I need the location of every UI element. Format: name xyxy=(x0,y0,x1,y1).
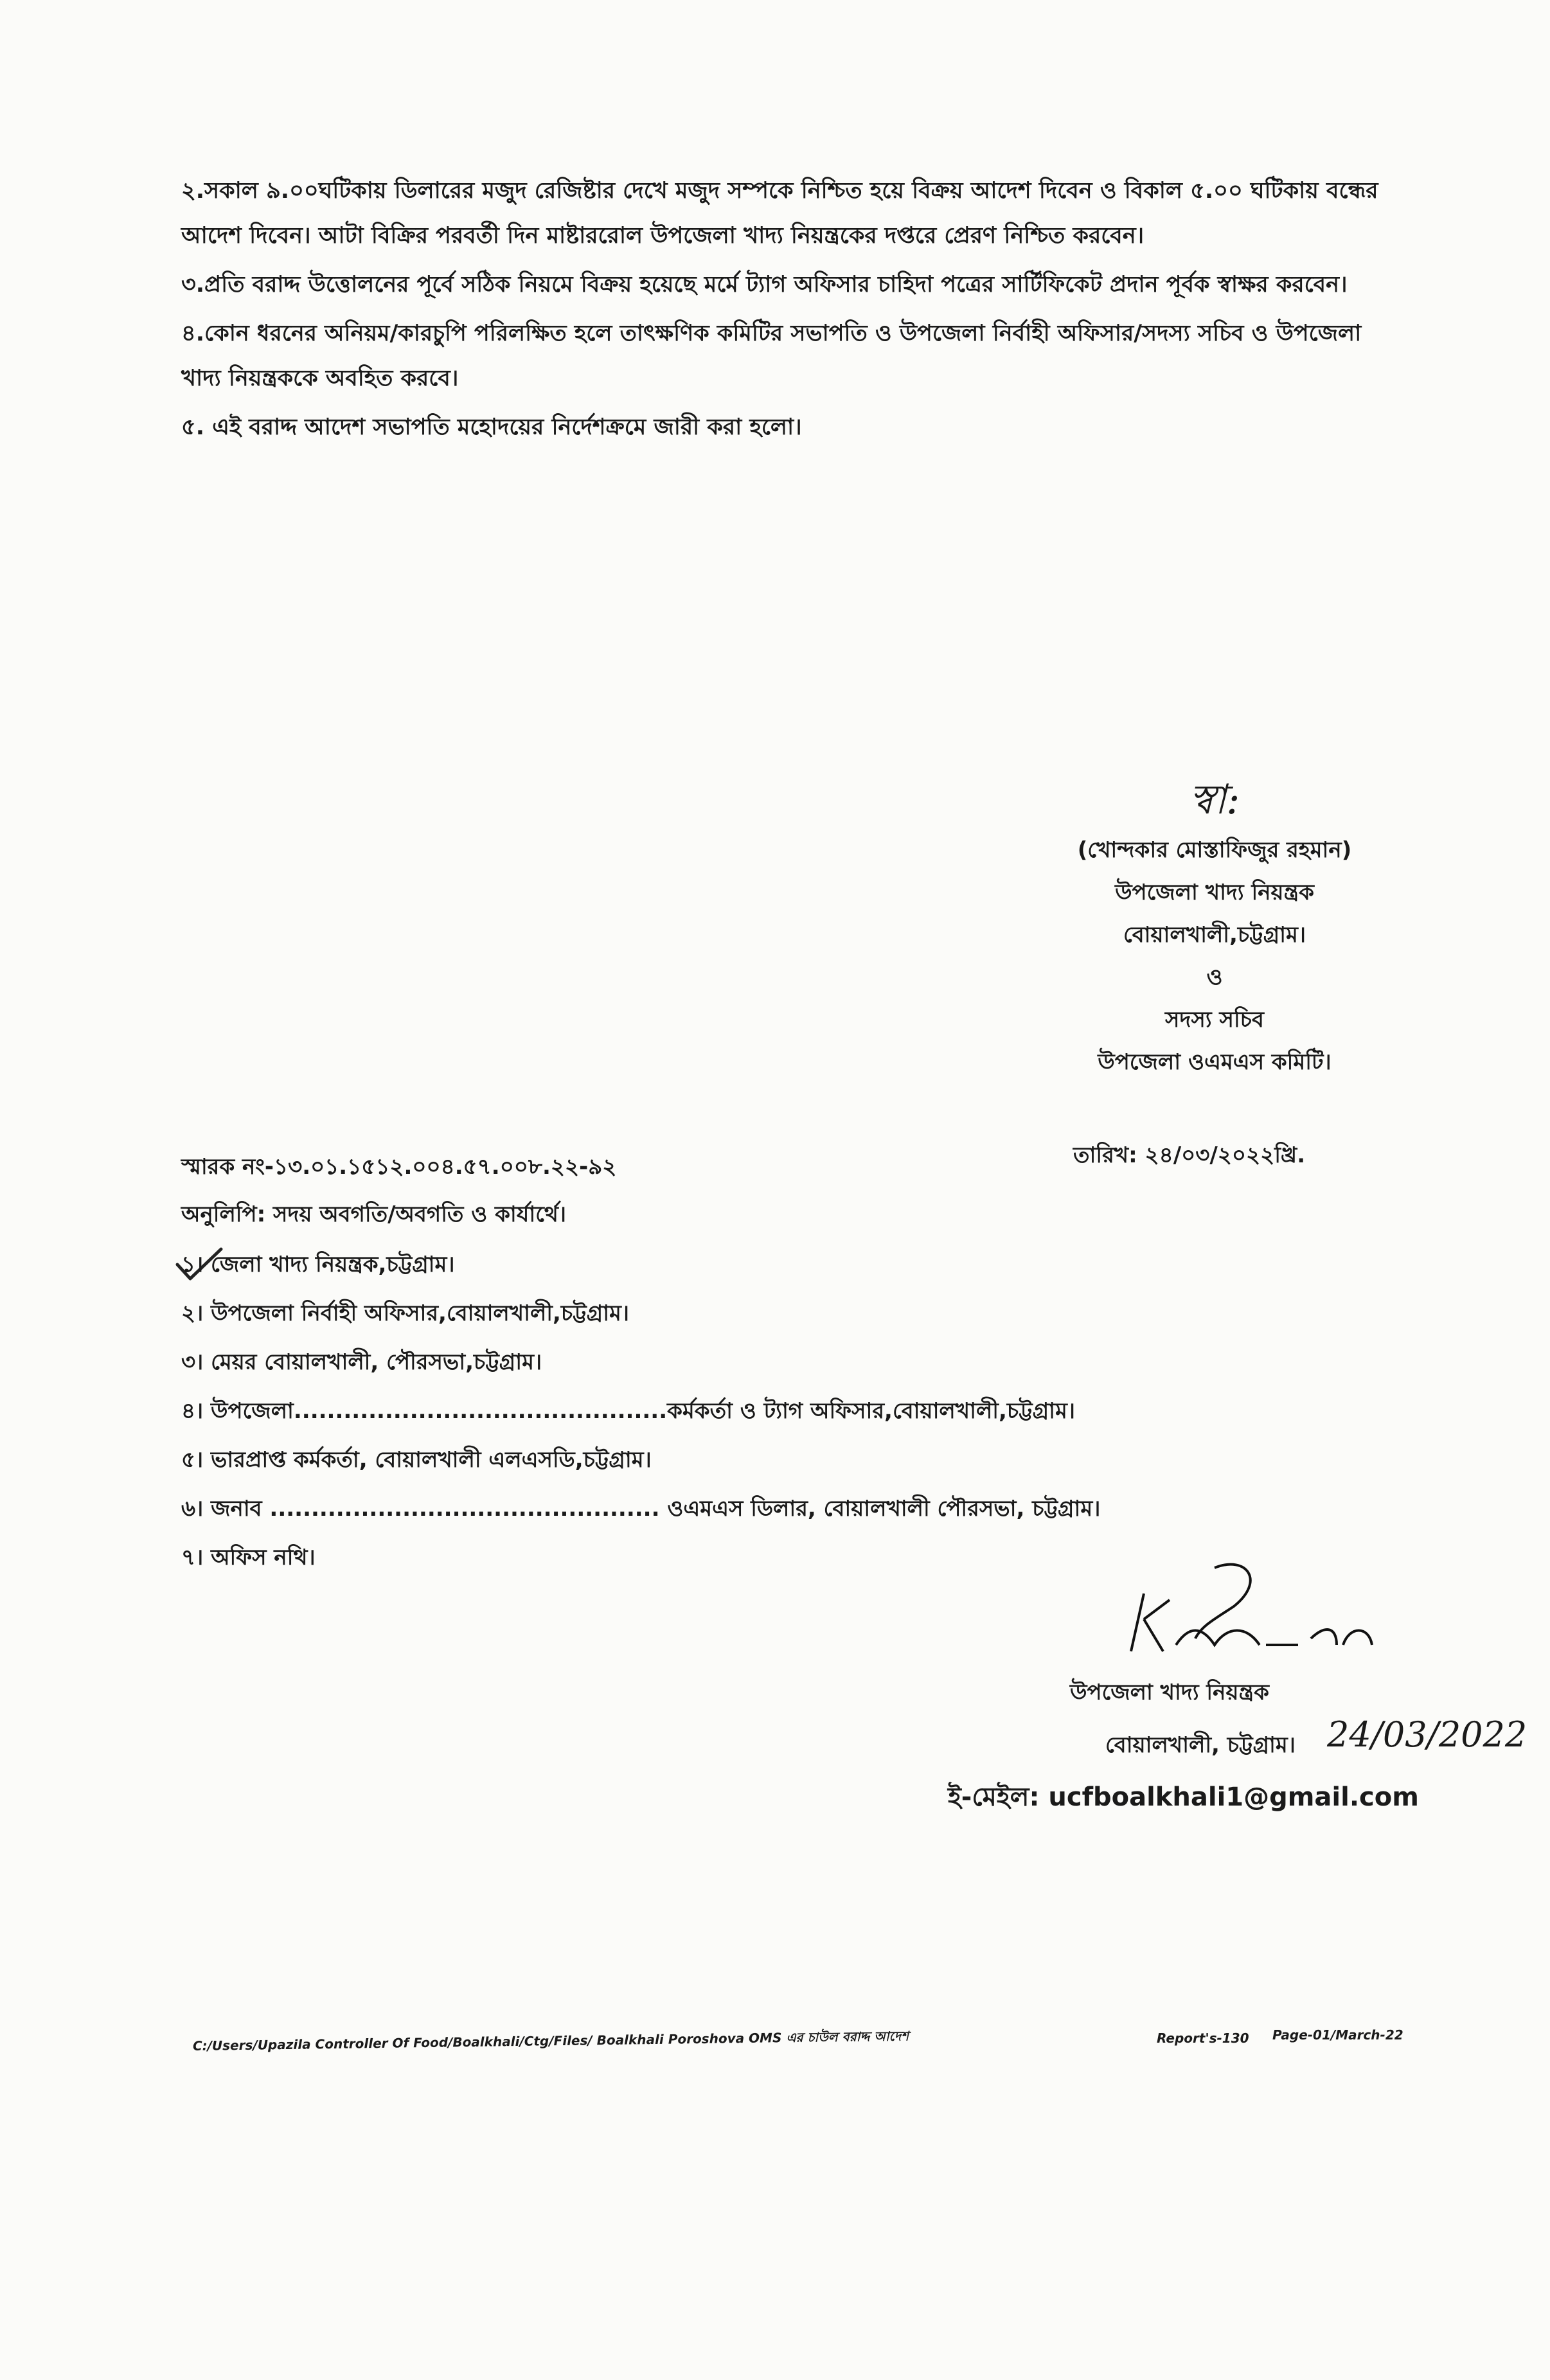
second-signatory-title: উপজেলা খাদ্য নিয়ন্ত্রক xyxy=(1070,1680,1269,1705)
copy-to-item: ৫। ভারপ্রাপ্ত কর্মকর্তা, বোয়ালখালী এলএসডি,চট্টগ্রাম। xyxy=(181,1447,652,1473)
email-address: ই-মেইল: ucfboalkhali1@gmail.com xyxy=(948,1782,1419,1812)
second-signatory-place: বোয়ালখালী, চট্টগ্রাম। xyxy=(1105,1732,1296,1758)
copy-to-item: ১। জেলা খাদ্য নিয়ন্ত্রক,চট্টগ্রাম। xyxy=(181,1252,455,1277)
memo-date: তারিখ: ২৪/০৩/২০২২খ্রি. xyxy=(1073,1142,1306,1168)
signatory-place: বোয়ালখালী,চট্টগ্রাম। xyxy=(1123,922,1306,948)
paragraph-4: ৪.কোন ধরনের অনিয়ম/কারচুপি পরিলক্ষিত হলে তাৎক্ষণিক কমিটির সভাপতি ও উপজেলা নির্বাহী অফিসার/সদস্য সচিব ও উপজেলা খাদ্য নিয়ন্ত্রককে অবহিত করবে। xyxy=(181,321,1362,391)
signatory-block xyxy=(1022,771,1407,1083)
paragraph-2: ২.সকাল ৯.০০ঘটিকায় ডিলারের মজুদ রেজিষ্টার দেখে মজুদ সম্পকে নিশ্চিত হয়ে বিক্রয় আদেশ দিবেন ও বিকাল ৫.০০ ঘটিকায় বন্ধের আদেশ দিবেন। আটা বিক্রির পরবর্তী দিন মাষ্টাররোল উপজেলা খাদ্য নিয়ন্ত্রকের দপ্তরে প্রেরণ নিশ্চিত করবেন। xyxy=(181,178,1378,249)
signatory-title: উপজেলা খাদ্য নিয়ন্ত্রক xyxy=(1115,880,1314,905)
handwritten-date: 24/03/2022 xyxy=(1327,1714,1528,1755)
footer-file-path: C:/Users/Upazila Controller Of Food/Boalkhali/Ctg/Files/ Boalkhali Poroshova OMS এর চাউল বরাদ্দ আদেশ xyxy=(192,2028,909,2054)
copy-to-item: ৭। অফিস নথি। xyxy=(181,1545,316,1570)
signatory-name: (খোন্দকার মোস্তাফিজুর রহমান) xyxy=(1077,837,1352,863)
signatory-conjunction: ও xyxy=(1206,964,1223,990)
copy-to-item: ৬। জনাব ............................................... ওএমএস ডিলার, বোয়ালখালী পৌরসভা, চট্টগ্রাম। xyxy=(181,1496,1101,1522)
signatory-role: সদস্য সচিব xyxy=(1165,1007,1264,1033)
signature-mark: স্বা: xyxy=(1189,776,1240,824)
handwritten-signature xyxy=(1118,1555,1375,1658)
copy-to-item: ৩। মেয়র বোয়ালখালী, পৌরসভা,চট্টগ্রাম। xyxy=(181,1349,542,1375)
signatory-committee: উপজেলা ওএমএস কমিটি। xyxy=(1098,1049,1332,1075)
copy-to-title: অনুলিপি: সদয় অবগতি/অবগতি ও কার্যার্থে। xyxy=(181,1202,567,1227)
paragraph-3: ৩.প্রতি বরাদ্দ উত্তোলনের পূর্বে সঠিক নিয়মে বিক্রয় হয়েছে মর্মে ট্যাগ অফিসার চাহিদা পত্রের সার্টিফিকেট প্রদান পূর্বক স্বাক্ষর করবেন। xyxy=(181,272,1348,298)
footer-report-number: Report's-130 xyxy=(1157,2030,1249,2046)
copy-to-list xyxy=(181,1240,1338,1582)
footer-page-number: Page-01/March-22 xyxy=(1272,2027,1403,2043)
instruction-paragraphs xyxy=(181,168,1402,454)
copy-to-item: ২। উপজেলা নির্বাহী অফিসার,বোয়ালখালী,চট্টগ্রাম। xyxy=(181,1301,630,1326)
memo-number: স্মারক নং-১৩.০১.১৫১২.০০৪.৫৭.০০৮.২২-৯২ xyxy=(181,1154,617,1180)
paragraph-5: ৫. এই বরাদ্দ আদেশ সভাপতি মহোদয়ের নির্দেশক্রমে জারী করা হলো। xyxy=(181,414,802,440)
copy-to-item: ৪। উপজেলা.............................................কর্মকর্তা ও ট্যাগ অফিসার,বোয়ালখালী,চট্টগ্রাম। xyxy=(181,1398,1076,1424)
